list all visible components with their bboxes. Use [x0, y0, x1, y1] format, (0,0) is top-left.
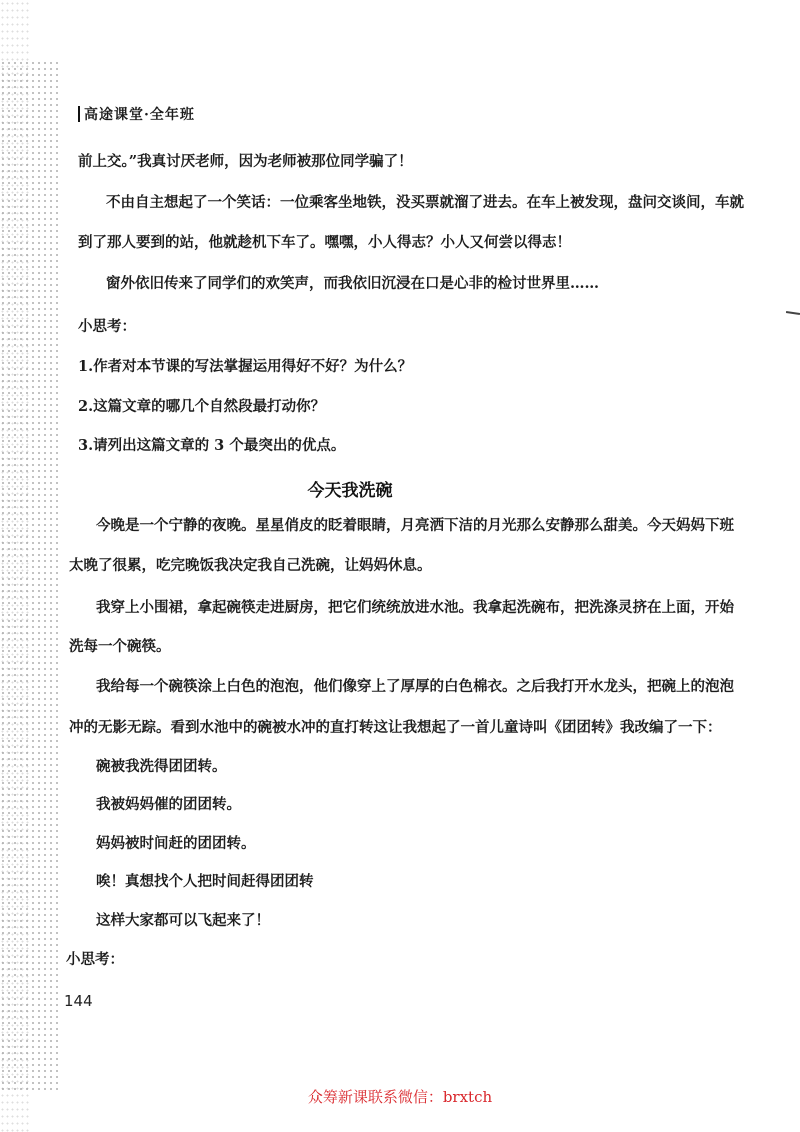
paragraph-line: 前上交。”我真讨厌老师，因为老师被那位同学骗了！ — [78, 153, 413, 170]
essay-title: 今天我洗碗 — [307, 481, 393, 501]
paragraph-line: 今晚是一个宁静的夜晚。星星俏皮的眨着眼睛，月亮洒下洁的月光那么安静那么甜美。今天妈妈下班 — [96, 517, 734, 534]
paragraph-line: 窗外依旧传来了同学们的欢笑声，而我依旧沉浸在口是心非的检讨世界里…… — [106, 275, 599, 292]
question-item: 2.这篇文章的哪几个自然段最打动你？ — [78, 398, 326, 415]
poem-line: 我被妈妈催的团团转。 — [96, 796, 241, 813]
poem-line: 这样大家都可以飞起来了！ — [96, 912, 270, 929]
paragraph-line: 洗每一个碗筷。 — [69, 638, 171, 655]
page-number: 144 — [64, 992, 93, 1010]
think-heading: 小思考： — [66, 951, 124, 968]
question-item: 3.请列出这篇文章的 3 个最突出的优点。 — [78, 437, 346, 454]
header-bar-icon — [78, 106, 80, 122]
scan-edge-mark — [786, 311, 800, 315]
paragraph-line: 不由自主想起了一个笑话：一位乘客坐地铁，没买票就溜了进去。在车上被发现，盘问交谈间，车就 — [106, 194, 744, 211]
running-header — [78, 104, 195, 124]
poem-line: 碗被我洗得团团转。 — [96, 758, 227, 775]
footer-watermark-note: 众筹新课联系微信：brxtch — [307, 1088, 493, 1106]
paragraph-line: 到了那人要到的站，他就趁机下车了。嘿嘿，小人得志？小人又何尝以得志！ — [78, 234, 571, 251]
paragraph-line: 太晚了很累，吃完晚饭我决定我自己洗碗，让妈妈休息。 — [69, 557, 432, 574]
poem-line: 唉！真想找个人把时间赶得团团转 — [96, 873, 314, 890]
paragraph-line: 冲的无影无踪。看到水池中的碗被水冲的直打转这让我想起了一首儿童诗叫《团团转》我改编了一下： — [69, 719, 722, 736]
paragraph-line: 我穿上小围裙，拿起碗筷走进厨房，把它们统统放进水池。我拿起洗碗布，把洗涤灵挤在上面，开始 — [96, 599, 734, 616]
binding-edge-texture — [0, 60, 58, 1090]
paragraph-line: 我给每一个碗筷涂上白色的泡泡，他们像穿上了厚厚的白色棉衣。之后我打开水龙头，把碗上的泡泡 — [96, 678, 734, 695]
poem-line: 妈妈被时间赶的团团转。 — [96, 835, 256, 852]
header-label: 高途课堂·全年班 — [84, 107, 195, 123]
question-item: 1.作者对本节课的写法掌握运用得好不好？为什么？ — [78, 358, 413, 375]
think-heading: 小思考： — [78, 318, 136, 335]
